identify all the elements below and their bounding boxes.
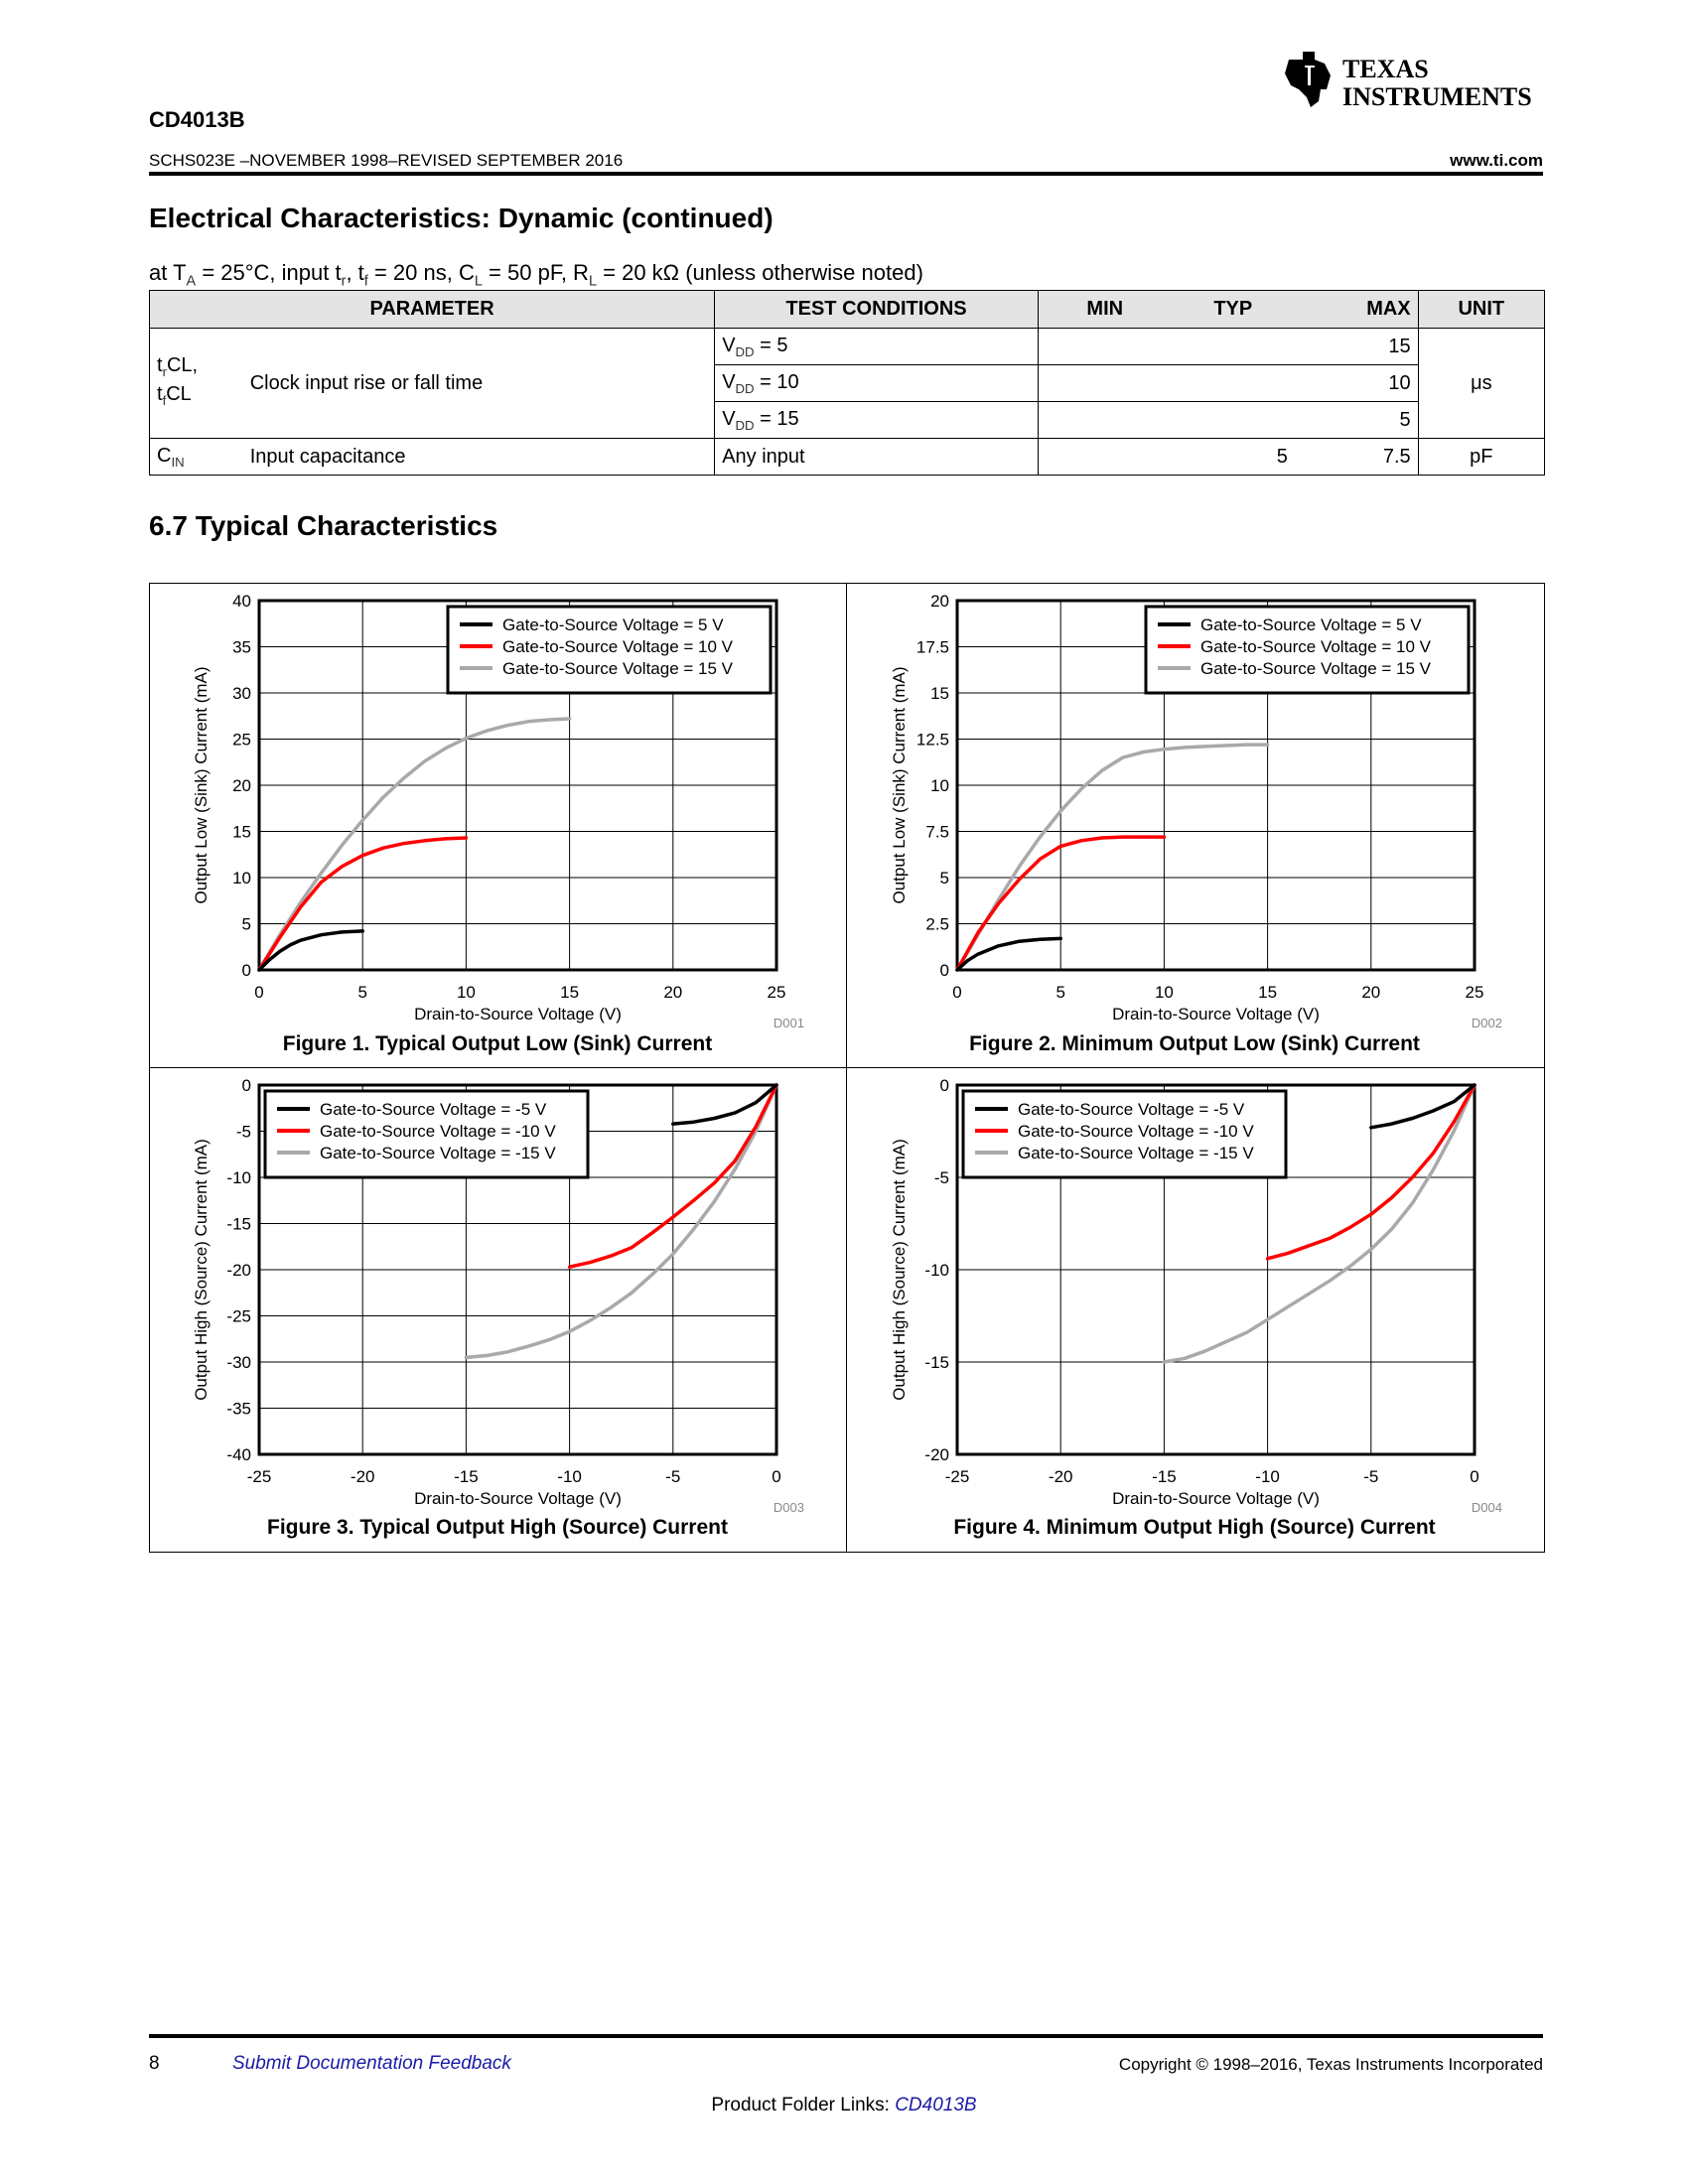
x-tick-label: -25 [246,1467,272,1486]
min-value [1038,365,1171,402]
legend-label: Gate-to-Source Voltage = -15 V [320,1144,556,1162]
electrical-characteristics-table [149,290,1545,476]
test-condition: $V_{DD} = 5$ [715,329,1039,365]
y-tick-label: -5 [235,1122,251,1142]
y-tick-label: 0 [241,961,251,980]
x-tick-label: 15 [560,983,580,1002]
y-tick-label: 5 [939,869,949,887]
figure-1-caption: Figure 1. Typical Output Low (Sink) Current [282,1032,713,1055]
x-tick-label: 20 [663,983,683,1002]
param-name: Input capacitance [243,439,715,476]
x-tick-label: 0 [952,983,962,1002]
y-tick-label: -15 [226,1214,251,1234]
y-tick-label: -20 [924,1445,949,1464]
y-tick-label: 15 [930,684,949,703]
unit-value: μs [1418,329,1544,439]
x-tick-label: 0 [772,1467,781,1486]
copyright-notice: Copyright © 1998–2016, Texas Instruments Incorporated [1118,2055,1543,2074]
y-tick-label: -10 [226,1168,251,1187]
submit-feedback-link[interactable]: Submit Documentation Feedback [232,2053,511,2074]
test-condition: Any input [715,439,1039,476]
figure-id-tag: D002 [1471,1016,1502,1030]
y-axis-label: Output High (Source) Current (mA) [890,1139,909,1401]
figure-2-caption: Figure 2. Minimum Output Low (Sink) Current [969,1032,1420,1055]
product-folder-links: Product Folder Links: CD4013B [711,2095,977,2116]
website-link[interactable]: www.ti.com [1450,151,1543,170]
header-max: MAX [1295,291,1418,329]
y-tick-label: 40 [232,592,251,611]
svg-text:INSTRUMENTS: INSTRUMENTS [1342,82,1532,111]
legend-label: Gate-to-Source Voltage = -5 V [320,1100,547,1119]
y-axis-label: Output Low (Sink) Current (mA) [890,666,909,904]
legend-label: Gate-to-Source Voltage = 15 V [502,659,734,678]
legend-label: Gate-to-Source Voltage = -5 V [1018,1100,1245,1119]
test-condition: $V_{DD} = 15$ [715,402,1039,439]
chart-figure-1 [149,584,846,1030]
part-number: CD4013B [149,107,245,132]
figure-id-tag: D004 [1471,1500,1502,1515]
max-value: 10 [1295,365,1418,402]
min-value [1038,329,1171,365]
figure-4-caption: Figure 4. Minimum Output High (Source) Current [953,1516,1436,1539]
y-tick-label: 0 [939,961,949,980]
test-condition: $V_{DD} = 10$ [715,365,1039,402]
y-tick-label: -35 [226,1399,251,1419]
x-tick-label: 20 [1361,983,1381,1002]
y-axis-label: Output Low (Sink) Current (mA) [192,666,211,904]
y-tick-label: -30 [226,1353,251,1372]
legend-label: Gate-to-Source Voltage = -10 V [1018,1122,1254,1141]
x-tick-label: -10 [557,1467,582,1486]
series-line [259,931,362,970]
page-number: 8 [149,2053,160,2074]
param-name: Clock input rise or fall time [243,329,715,439]
y-tick-label: 0 [241,1076,251,1095]
legend-label: Gate-to-Source Voltage = 10 V [1200,637,1432,656]
x-tick-label: 25 [1465,983,1484,1002]
header-min: MIN [1038,291,1171,329]
x-tick-label: 25 [767,983,786,1002]
x-tick-label: -15 [454,1467,479,1486]
header-rule [149,172,1543,176]
legend-label: Gate-to-Source Voltage = 15 V [1200,659,1432,678]
header-typ: TYP [1172,291,1295,329]
y-tick-label: 12.5 [915,730,949,750]
y-tick-label: 15 [232,822,251,842]
min-value [1038,402,1171,439]
footer-rule [149,2034,1543,2038]
y-axis-label: Output High (Source) Current (mA) [192,1139,211,1401]
y-tick-label: 10 [232,869,251,887]
max-value: 5 [1295,402,1418,439]
table-header-row [150,291,1545,329]
x-tick-label: 10 [456,983,476,1002]
x-tick-label: 5 [357,983,367,1002]
unit-value: pF [1418,439,1544,476]
ti-logo-icon [1281,46,1549,115]
y-tick-label: -5 [933,1168,949,1187]
table-row [150,439,1545,476]
y-tick-label: 10 [930,776,949,795]
param-symbol: $t_rCL$, $t_fCL$ [150,329,243,439]
y-tick-label: -40 [226,1445,251,1464]
legend-label: Gate-to-Source Voltage = -10 V [320,1122,556,1141]
typ-value [1172,402,1295,439]
chart-figure-4 [847,1068,1544,1515]
x-tick-label: -25 [944,1467,970,1486]
min-value [1038,439,1171,476]
y-tick-label: 5 [241,914,251,934]
y-tick-label: -10 [924,1261,949,1280]
legend-label: Gate-to-Source Voltage = 5 V [502,615,724,634]
revision-line: SCHS023E –NOVEMBER 1998–REVISED SEPTEMBER 2016 [149,151,624,170]
y-tick-label: 2.5 [925,914,949,934]
y-tick-label: 17.5 [915,637,949,657]
x-tick-label: -10 [1255,1467,1280,1486]
y-tick-label: 7.5 [925,822,949,842]
y-tick-label: 20 [930,592,949,611]
max-value: 7.5 [1295,439,1418,476]
series-line [957,745,1268,970]
x-axis-label: Drain-to-Source Voltage (V) [1112,1489,1320,1508]
y-tick-label: -20 [226,1261,251,1280]
y-tick-label: 30 [232,684,251,703]
table-row [150,329,1545,365]
ti-logo [1281,46,1549,115]
header-parameter: PARAMETER [150,291,715,329]
series-line [259,719,570,970]
x-axis-label: Drain-to-Source Voltage (V) [1112,1005,1320,1024]
y-tick-label: -25 [226,1306,251,1326]
legend-label: Gate-to-Source Voltage = 5 V [1200,615,1422,634]
header-unit: UNIT [1418,291,1544,329]
section-title-dynamic: Electrical Characteristics: Dynamic (continued) [149,203,774,233]
x-tick-label: 0 [254,983,264,1002]
test-conditions-note: at $T_A = 25^\circ C$, input $t_r$, $t_f = 20$ ns, $C_L = 50$ pF, $R_L = 20$ kΩ (unless otherwise noted) [149,260,923,290]
legend-label: Gate-to-Source Voltage = 10 V [502,637,734,656]
x-tick-label: -15 [1152,1467,1177,1486]
y-tick-label: 0 [939,1076,949,1095]
x-axis-label: Drain-to-Source Voltage (V) [414,1489,622,1508]
y-tick-label: 20 [232,776,251,795]
figure-id-tag: D003 [773,1500,804,1515]
figure-id-tag: D001 [773,1016,804,1030]
x-tick-label: -20 [1048,1467,1073,1486]
x-tick-label: 5 [1055,983,1065,1002]
y-tick-label: -15 [924,1353,949,1372]
typ-value: 5 [1172,439,1295,476]
x-tick-label: 15 [1258,983,1278,1002]
header-test-conditions: TEST CONDITIONS [715,291,1039,329]
typ-value [1172,329,1295,365]
chart-figure-2 [847,584,1544,1030]
x-tick-label: -5 [1363,1467,1379,1486]
chart-figure-3 [149,1068,846,1515]
section-title-typical: 6.7 Typical Characteristics [149,510,498,541]
x-tick-label: 0 [1470,1467,1479,1486]
param-symbol: $C_{IN}$ [150,439,243,476]
svg-text:TEXAS: TEXAS [1342,55,1429,83]
max-value: 15 [1295,329,1418,365]
product-folder-link[interactable]: CD4013B [895,2095,977,2116]
figure-3-caption: Figure 3. Typical Output High (Source) Current [267,1516,728,1539]
x-tick-label: -5 [665,1467,681,1486]
y-tick-label: 35 [232,637,251,657]
x-tick-label: 10 [1154,983,1174,1002]
y-tick-label: 25 [232,730,251,750]
x-tick-label: -20 [350,1467,375,1486]
x-axis-label: Drain-to-Source Voltage (V) [414,1005,622,1024]
typ-value [1172,365,1295,402]
legend-label: Gate-to-Source Voltage = -15 V [1018,1144,1254,1162]
